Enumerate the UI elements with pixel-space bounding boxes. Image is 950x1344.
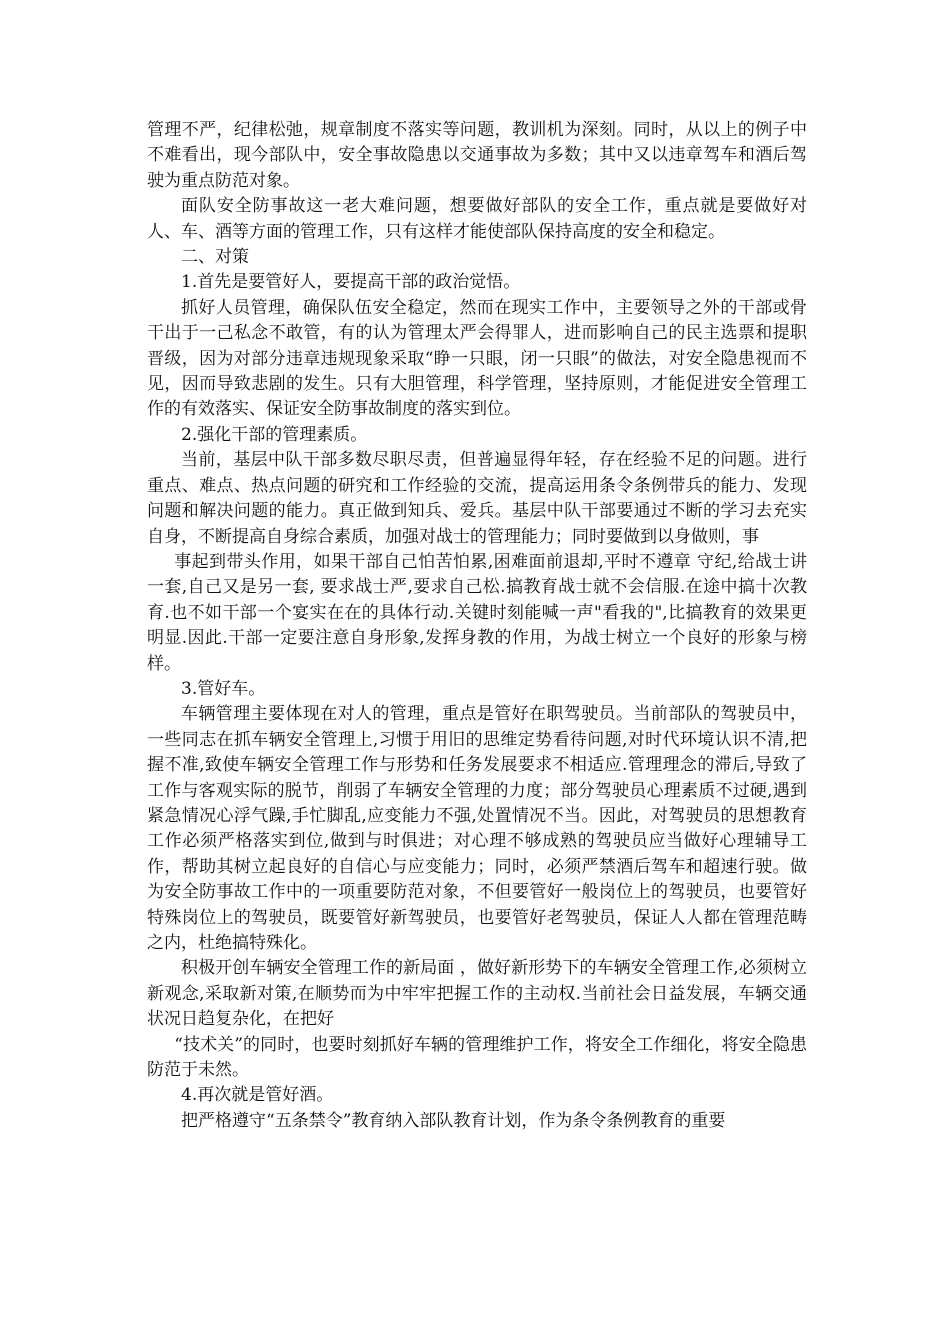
heading-cadre-quality: 2.强化干部的管理素质。 bbox=[181, 424, 368, 445]
paragraph-new-situation: 积极开创车辆安全管理工作的新局面 ，做好新形势下的车辆安全管理工作,必须树立新观念,采取新对策,在顺势而为中牢牢把握工作的主动权.当前社会日益发展，车辆交通状况日趋复杂化，在把好 bbox=[147, 958, 807, 1030]
heading-manage-vehicles: 3.管好车。 bbox=[181, 678, 266, 699]
section-heading-countermeasures: 二、对策 bbox=[181, 247, 249, 268]
paragraph-personnel-management: 抓好人员管理，确保队伍安全稳定，然而在现实工作中，主要领导之外的干部或骨干出于一己私念不敢管，有的认为管理太严会得罪人，进而影响自己的民主选票和提职晋级，因为对部分违章违规现象采取“睁一只眼，闭一只眼”的做法，对安全隐患视而不见，因而导致悲剧的发生。只有大胆管理，科学管理，坚持原则，才能促进安全管理工作的有效落实、保证安全防事故制度的落实到位。 bbox=[147, 297, 807, 420]
paragraph-vehicle-management: 车辆管理主要体现在对人的管理，重点是管好在职驾驶员。当前部队的驾驶员中，一些同志在抓车辆安全管理上,习惯于用旧的思维定势看待问题,对时代环境认识不清,把握不准,致使车辆安全管理工作与形势和任务发展要求不相适应.管理理念的滞后,导致了工作与客观实际的脱节，削弱了车辆安全管理的力度；部分驾驶员心理素质不过硬,遇到紧急情况心浮气躁,手忙脚乱,应变能力不强,处置情况不当。因此，对驾驶员的思想教育工作必须严格落实到位,做到与时俱进；对心理不够成熟的驾驶员应当做好心理辅导工作，帮助其树立起良好的自信心与应变能力；同时，必须严禁酒后驾车和超速行驶。做为安全防事故工作中的一项重要防范对象，不但要管好一般岗位上的驾驶员，也要管好特殊岗位上的驾驶员，既要管好新驾驶员，也要管好老驾驶员，保证人人都在管理范畴之内，杜绝搞特殊化。 bbox=[147, 704, 807, 953]
paragraph-1: 管理不严，纪律松弛，规章制度不落实等问题，教训机为深刻。同时，从以上的例子中不难看出，现今部队中，安全事故隐患以交通事故为多数；其中又以违章驾车和酒后驾驶为重点防范对象。 bbox=[147, 120, 807, 191]
paragraph-technical-check: “技术关”的同时，也要时刻抓好车辆的管理维护工作，将安全工作细化，将安全隐患防范于未然。 bbox=[147, 1034, 807, 1081]
heading-manage-alcohol: 4.再次就是管好酒。 bbox=[181, 1085, 334, 1106]
paragraph-2: 面队安全防事故这一老大难问题，想要做好部队的安全工作，重点就是要做好对人、车、酒等方面的管理工作，只有这样才能使部队保持高度的安全和稳定。 bbox=[147, 196, 807, 242]
paragraph-lead-by-example: 事起到带头作用，如果干部自己怕苦怕累,困难面前退却,平时不遵章 守纪,给战士讲一套,自己又是另一套, 要求战士严,要求自己松.搞教育战士就不会信服.在途中搞十次教育.也不如干部一个宴实在在的具体行动.关键时刻能喊一声"看我的",比搞教育的效果更明显.因此.干部一定要注意自身形象,发挥身教的作用，为战士树立一个良好的形象与榜样。 bbox=[147, 551, 807, 674]
document-page bbox=[147, 118, 807, 1134]
paragraph-cadre-quality: 当前，基层中队干部多数尽职尽责，但普遍显得年轻，存在经验不足的问题。进行重点、难点、热点问题的研究和工作经验的交流，提高运用条令条例带兵的能力、发现问题和解决问题的能力。真正做到知兵、爱兵。基层中队干部要通过不断的学习去充实自身，不断提高自身综合素质，加强对战士的管理能力；同时要做到以身做则，事 bbox=[147, 450, 807, 547]
heading-manage-people: 1.首先是要管好人，要提高干部的政治觉悟。 bbox=[181, 272, 521, 293]
paragraph-five-bans: 把严格遵守“五条禁令”教育纳入部队教育计划，作为条令条例教育的重要 bbox=[181, 1110, 726, 1131]
